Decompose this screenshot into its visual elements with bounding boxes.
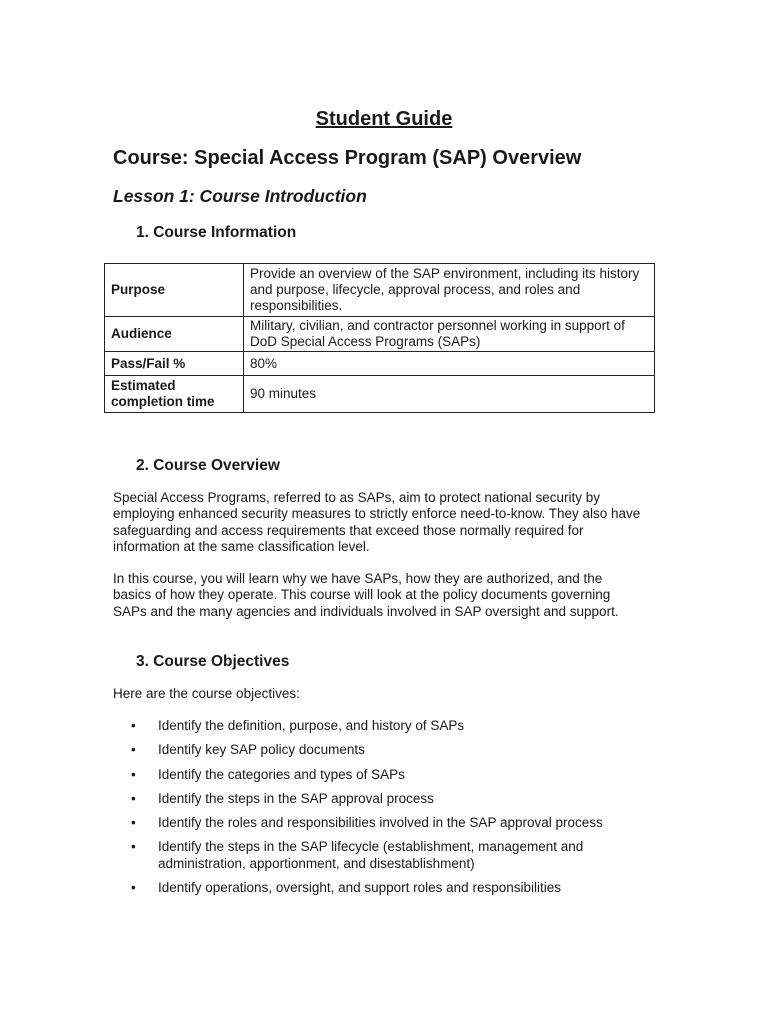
bullet-icon: •: [131, 790, 136, 806]
objective-text: Identify operations, oversight, and support roles and responsibilities: [158, 880, 561, 896]
table-row: [105, 376, 655, 413]
overview-paragraph-1: Special Access Programs, referred to as SAPs, aim to protect national security by employing enhanced security measures to strictly enforce need-to-know. They also have safeguarding and access requirements that exceed those normally required for information at the same classification level.: [113, 490, 641, 554]
bullet-icon: •: [131, 718, 136, 733]
table-label-audience: Audience: [105, 317, 244, 352]
objective-text: Identify the definition, purpose, and history of SAPs: [158, 718, 465, 733]
list-item: [113, 880, 653, 896]
overview-paragraph-2: In this course, you will learn why we have SAPs, how they are authorized, and the basics of how they operate. This course will look at the policy documents governing SAPs and the many agencies and individuals involved in SAP oversight and support.: [113, 571, 619, 619]
table-value-pass-fail: 80%: [244, 352, 655, 376]
table-label-purpose: Purpose: [105, 264, 244, 317]
list-item: [113, 815, 653, 831]
table-label-pass-fail: Pass/Fail %: [105, 352, 244, 376]
list-item: [113, 791, 653, 807]
table-label-completion-time: Estimated completion time: [105, 376, 244, 413]
table-row: [105, 264, 655, 317]
objectives-intro: Here are the course objectives:: [113, 686, 300, 701]
objective-text: Identify the steps in the SAP approval process: [158, 790, 434, 806]
table-row: [105, 352, 655, 376]
list-item: [113, 767, 653, 783]
section-heading-course-objectives: 3. Course Objectives: [136, 653, 290, 670]
objective-text: Identify the steps in the SAP lifecycle (establishment, management and administration, apportionment, and disestablishment): [158, 839, 584, 871]
course-information-table: [104, 263, 655, 413]
table-value-purpose: Provide an overview of the SAP environment, including its history and purpose, lifecycle, approval process, and roles and responsibilities.: [244, 264, 655, 317]
section-heading-course-overview: 2. Course Overview: [136, 457, 280, 474]
course-title: Course: Special Access Program (SAP) Overview: [113, 147, 582, 169]
table-value-audience: Military, civilian, and contractor personnel working in support of DoD Special Access Programs (SAPs): [244, 317, 655, 352]
list-item: [113, 718, 653, 734]
bullet-icon: •: [131, 815, 136, 831]
document-title: Student Guide: [315, 108, 453, 130]
objective-text: Identify the categories and types of SAPs: [158, 766, 405, 782]
lesson-title: Lesson 1: Course Introduction: [113, 186, 367, 206]
bullet-icon: •: [131, 766, 136, 782]
bullet-icon: •: [131, 839, 136, 855]
table-row: [105, 317, 655, 352]
section-heading-course-information: 1. Course Information: [136, 224, 297, 241]
objective-text: Identify key SAP policy documents: [158, 742, 365, 758]
objectives-list: [113, 718, 653, 904]
bullet-icon: •: [131, 880, 136, 896]
bullet-icon: •: [131, 742, 136, 758]
table-value-completion-time: 90 minutes: [244, 376, 655, 413]
list-item: [113, 742, 653, 758]
objective-text: Identify the roles and responsibilities involved in the SAP approval process: [158, 815, 603, 831]
list-item: [113, 839, 653, 872]
